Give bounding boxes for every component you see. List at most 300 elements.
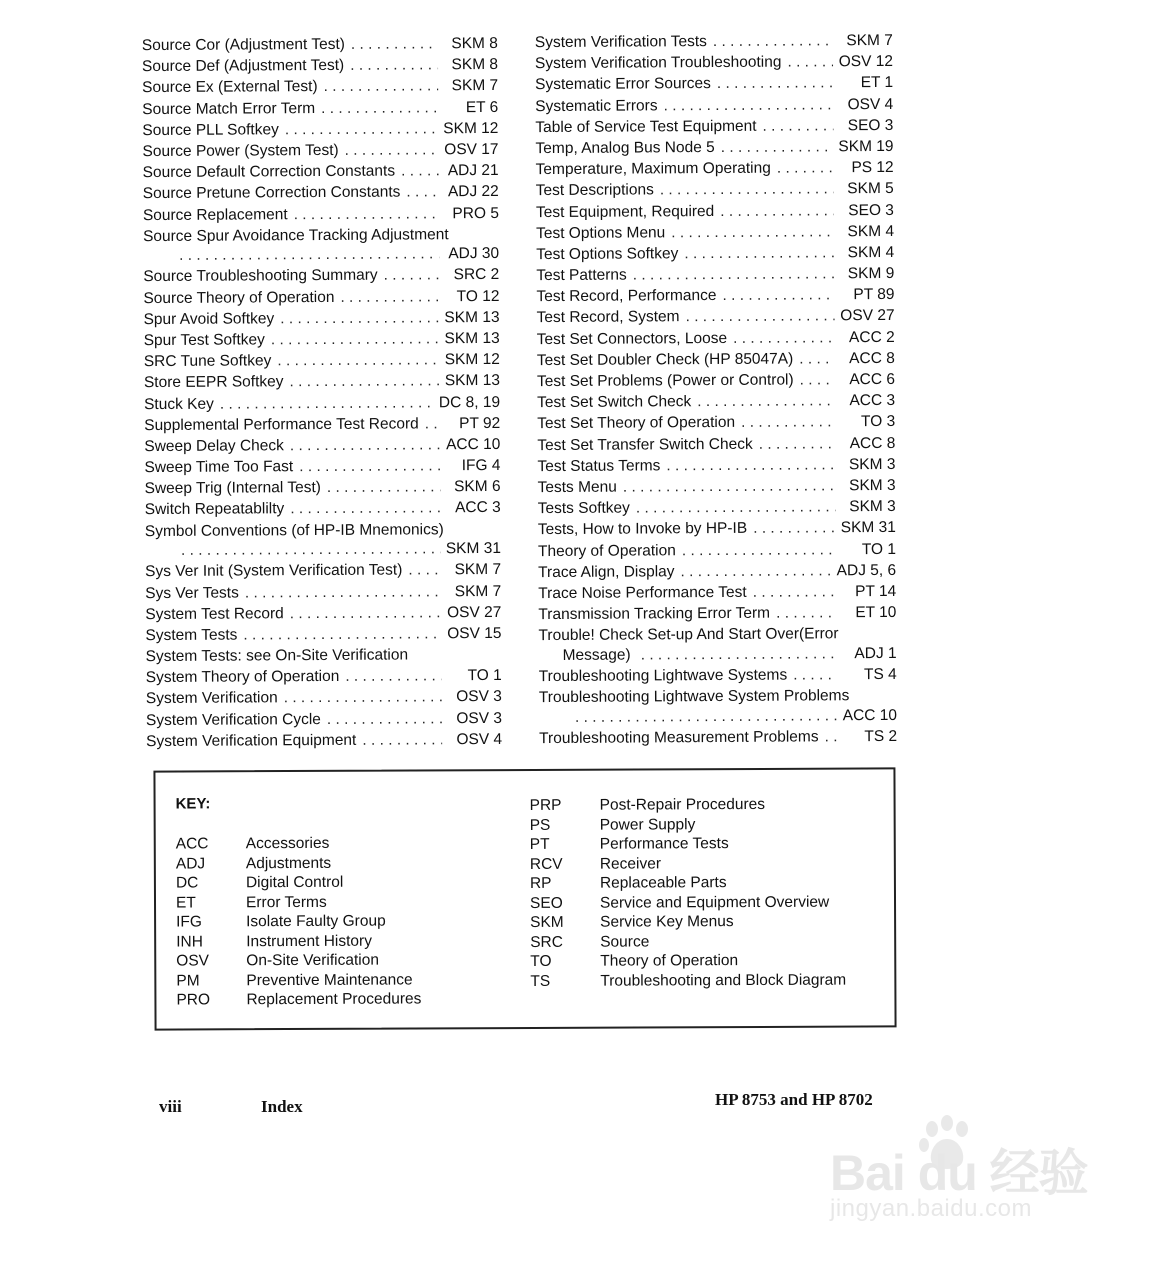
entry-page-ref: OSV 27 [447, 603, 502, 621]
entry-page-ref: TO 1 [861, 540, 897, 558]
entry-page-ref: SEO 3 [847, 116, 894, 134]
key-abbreviation: PRP [529, 796, 562, 814]
entry-page-ref: ACC 8 [849, 434, 896, 452]
entry-label: System Test Record [145, 604, 284, 623]
entry-label: Source PLL Softkey [142, 121, 279, 139]
dot-leader [824, 726, 837, 747]
key-abbreviation: INH [176, 932, 203, 951]
index-entry [538, 581, 896, 604]
entry-label: Sys Ver Init (System Verification Test) [145, 561, 403, 581]
watermark-url: jingyan.baidu.com [830, 1195, 1032, 1222]
key-abbreviation: OSV [176, 952, 210, 970]
entry-label: Test Set Transfer Switch Check [537, 435, 753, 454]
key-title: KEY: [175, 795, 211, 813]
key-row [530, 815, 846, 836]
entry-label: Spur Avoid Softkey [143, 310, 275, 328]
entry-label: Troubleshooting Lightwave Systems [538, 666, 788, 686]
entry-label: Source Def (Adjustment Test) [141, 57, 345, 76]
entry-page-ref: SKM 3 [849, 498, 896, 516]
key-row [530, 796, 846, 817]
index-entry [536, 221, 894, 244]
entry-page-ref: SKM 4 [847, 243, 895, 262]
index-entry [144, 349, 500, 372]
entry-label: Troubleshooting Measurement Problems [539, 728, 819, 747]
dot-leader [327, 477, 441, 499]
key-abbreviation: RCV [529, 855, 563, 873]
entry-label: Sweep Trig (Internal Test) [144, 479, 321, 498]
entry-page-ref: SKM 31 [445, 540, 502, 558]
entry-page-ref: SKM 13 [444, 372, 500, 390]
entry-label: Troubleshooting Lightwave System Problems [538, 687, 850, 707]
key-abbreviation: SRC [530, 933, 563, 951]
key-abbreviation: PRO [176, 991, 211, 1009]
key-meaning: Performance Tests [599, 835, 729, 853]
key-meaning: Adjustments [245, 854, 332, 872]
key-row [530, 874, 846, 895]
key-meaning: Replaceable Parts [599, 874, 727, 892]
entry-label: SRC Tune Softkey [143, 352, 272, 371]
dot-leader [408, 560, 441, 581]
index-entry [146, 729, 502, 752]
entry-page-ref: SKM 3 [849, 476, 896, 495]
entry-label: Test Descriptions [535, 181, 654, 200]
entry-label: Store EEPR Softkey [143, 373, 284, 392]
entry-page-ref: OSV 15 [447, 624, 502, 643]
index-column-right [535, 30, 897, 749]
key-row [176, 932, 421, 953]
key-meaning: Error Terms [245, 893, 327, 911]
key-meaning: Theory of Operation [600, 952, 739, 970]
index-entry [536, 199, 894, 222]
entry-page-ref: SKM 7 [454, 561, 502, 579]
dot-leader [277, 349, 440, 371]
key-meaning: Instrument History [246, 932, 372, 950]
entry-page-ref: SKM 7 [451, 77, 499, 95]
entry-label: Source Match Error Term [142, 99, 316, 118]
entry-page-ref: OSV 27 [840, 307, 895, 325]
index-entry [145, 519, 501, 562]
index-entry [146, 644, 502, 667]
dot-leader [327, 708, 442, 730]
entry-label: System Tests [145, 626, 238, 644]
entry-page-ref: SKM 8 [451, 56, 499, 74]
index-entry [145, 580, 501, 603]
entry-label: Test Set Switch Check [537, 393, 692, 412]
dot-leader [181, 538, 441, 561]
index-entry [145, 623, 501, 646]
entry-label: System Verification Tests [534, 33, 707, 52]
entry-label: Source Power (System Test) [142, 141, 339, 161]
entry-page-ref: ACC 3 [455, 499, 501, 517]
index-entry [142, 75, 498, 98]
index-entry [536, 284, 894, 307]
index-entry [537, 348, 895, 371]
key-meaning: Troubleshooting and Block Diagram [600, 971, 847, 990]
dot-leader [787, 51, 833, 72]
index-entry [536, 178, 894, 201]
index-entry [142, 33, 498, 56]
entry-label: Test Set Connectors, Loose [536, 329, 728, 348]
index-entry [145, 559, 501, 582]
key-abbreviation: SKM [530, 913, 564, 931]
dot-leader [280, 307, 439, 329]
index-entry [538, 560, 896, 583]
key-abbreviation: PS [529, 816, 551, 834]
watermark-logo-text: Bai du 经验 [830, 1145, 1088, 1201]
dot-leader [633, 263, 835, 285]
entry-label: Test Status Terms [537, 457, 661, 475]
key-abbreviation: ACC [175, 835, 209, 853]
index-entry [145, 497, 501, 520]
dot-leader [753, 518, 836, 540]
entry-page-ref: PRO 5 [452, 204, 499, 222]
entry-label: Test Options Softkey [536, 245, 679, 263]
entry-page-ref: SKM 12 [443, 119, 499, 138]
entry-page-ref: DC 8, 19 [438, 393, 501, 411]
key-meaning: Post-Repair Procedures [599, 795, 766, 814]
dot-leader [179, 243, 439, 266]
index-entry [145, 602, 501, 625]
entry-label: Theory of Operation [537, 541, 676, 560]
key-abbreviation: IFG [176, 913, 202, 931]
dot-leader [321, 97, 438, 119]
entry-page-ref: TO 12 [456, 287, 500, 305]
dot-leader [345, 666, 442, 688]
entry-page-ref: PT 14 [855, 582, 897, 601]
index-entry [537, 369, 895, 392]
entry-page-ref: ACC 10 [445, 435, 501, 454]
dot-leader [575, 705, 837, 728]
entry-page-ref: ET 10 [855, 603, 897, 622]
entry-label: Sys Ver Tests [145, 584, 239, 602]
key-abbreviation: PM [176, 971, 200, 990]
entry-label: Spur Test Softkey [143, 331, 265, 350]
index-entry [535, 136, 893, 159]
section-name: Index [261, 1097, 303, 1116]
dot-leader [425, 413, 441, 434]
page-number: viii [159, 1097, 182, 1116]
dot-leader [799, 348, 835, 369]
index-entry [146, 686, 502, 709]
entry-page-ref: OSV 17 [444, 140, 499, 159]
dot-leader [753, 581, 837, 603]
entry-page-ref: PT 89 [853, 286, 895, 304]
index-entry [539, 664, 897, 687]
dot-leader [713, 30, 833, 52]
dot-leader [345, 139, 439, 161]
index-entry [144, 413, 500, 436]
dot-leader [623, 475, 836, 498]
dot-leader [666, 454, 835, 476]
key-abbreviation: ADJ [175, 854, 206, 873]
entry-label: System Verification Troubleshooting [534, 53, 782, 73]
index-entry [143, 202, 499, 225]
key-row [530, 971, 846, 992]
dot-leader [401, 160, 439, 181]
dot-leader [636, 496, 836, 518]
key-meaning: On-Site Verification [246, 951, 379, 970]
key-row [530, 932, 846, 953]
dot-leader [324, 76, 439, 98]
key-meaning: Receiver [599, 854, 662, 873]
entry-continuation [539, 705, 897, 728]
key-row [530, 893, 846, 914]
key-abbreviation: TO [530, 952, 552, 970]
entry-page-ref: TO 1 [467, 667, 502, 685]
dot-leader [717, 73, 833, 95]
dot-leader [762, 115, 833, 137]
dot-leader [741, 412, 835, 434]
entry-page-ref: PT 92 [459, 414, 501, 432]
entry-page-ref: OSV 4 [456, 730, 503, 748]
entry-label: Systematic Errors [535, 96, 658, 115]
entry-page-ref: SKM 19 [838, 137, 894, 156]
index-entry [536, 305, 894, 328]
entry-label: Source Default Correction Constants [142, 162, 396, 182]
entry-label: Switch Repeatablilty [144, 500, 285, 519]
dot-leader [290, 498, 441, 520]
entry-page-ref: SRC 2 [453, 266, 500, 284]
index-entry [538, 623, 896, 666]
dot-leader [684, 242, 834, 264]
entry-label: Test Options Menu [535, 223, 666, 242]
index-column-left [142, 33, 502, 752]
entry-label: Stuck Key [144, 395, 214, 413]
index-entry [537, 390, 895, 413]
index-entry [143, 264, 499, 287]
key-abbreviation: SEO [529, 894, 563, 912]
key-meaning: Service Key Menus [600, 913, 734, 931]
key-row [176, 834, 421, 855]
index-entry [143, 224, 499, 267]
index-entry [535, 30, 893, 53]
entry-label: Tests Menu [537, 478, 617, 497]
entry-page-ref: SKM 8 [451, 34, 498, 53]
dot-leader [340, 286, 439, 308]
index-entry [535, 115, 893, 138]
dot-leader [299, 455, 440, 477]
key-meaning: Power Supply [599, 815, 696, 834]
key-meaning: Service and Equipment Overview [599, 893, 830, 912]
entry-page-ref: SKM 9 [847, 264, 895, 283]
entry-label: Symbol Conventions (of HP-IB Mnemonics) [144, 520, 444, 540]
entry-page-ref: SKM 4 [847, 222, 895, 240]
index-entry [538, 475, 896, 498]
key-meaning: Source [600, 932, 650, 951]
entry-label: Source Spur Avoidance Tracking Adjustment [142, 225, 449, 245]
key-row [176, 951, 421, 972]
key-meaning: Isolate Faulty Group [246, 912, 386, 931]
baidu-jingyan-watermark [830, 1133, 1100, 1233]
abbreviation-key-box [153, 767, 896, 1030]
dot-leader [290, 434, 441, 456]
entry-label: System Theory of Operation [145, 668, 340, 687]
entry-label: Trouble! Check Set-up And Start Over(Error [538, 625, 839, 645]
dot-leader [776, 602, 836, 624]
key-abbreviation: RP [529, 874, 552, 892]
index-entry [538, 496, 896, 519]
index-entry [537, 411, 895, 434]
entry-page-ref: SKM 13 [444, 329, 500, 348]
key-row [530, 854, 846, 875]
dot-leader [680, 560, 832, 582]
entry-label: System Verification Equipment [146, 731, 357, 750]
dot-leader [664, 94, 834, 116]
key-meaning: Replacement Procedures [246, 990, 422, 1009]
entry-page-ref: OSV 4 [847, 95, 894, 113]
index-entry [143, 285, 499, 308]
entry-page-ref: ADJ 30 [448, 245, 500, 263]
entry-label: Trace Noise Performance Test [538, 583, 747, 602]
dot-leader [800, 369, 835, 390]
index-entry [144, 328, 500, 351]
entry-label: Test Set Doubler Check (HP 85047A) [536, 350, 794, 369]
dot-leader [722, 285, 834, 307]
index-entry [537, 327, 895, 350]
index-entry [143, 181, 499, 204]
entry-continuation [145, 538, 501, 561]
entry-label: Systematic Error Sources [535, 75, 711, 94]
dot-leader [777, 157, 834, 179]
dot-leader [220, 392, 435, 415]
entry-label: System Tests: see On-Site Verification [145, 646, 409, 666]
dot-leader [720, 200, 834, 222]
index-entry [142, 139, 498, 162]
entry-label: Source Pretune Correction Constants [142, 183, 401, 203]
dot-leader [660, 179, 834, 201]
entry-page-ref: ADJ 22 [447, 183, 499, 201]
dot-leader [243, 623, 441, 645]
entry-label: Source Cor (Adjustment Test) [141, 35, 345, 55]
entry-page-ref: SKM 7 [846, 31, 893, 50]
index-entry [536, 263, 894, 286]
entry-label: Test Record, System [536, 308, 680, 327]
entry-page-ref: OSV 3 [456, 709, 503, 727]
dot-leader [721, 136, 834, 158]
dot-leader [384, 265, 440, 287]
entry-label: Table of Service Test Equipment [535, 117, 757, 136]
index-entry [144, 370, 500, 393]
index-entry [143, 160, 499, 183]
entry-label: Source Ex (External Test) [142, 78, 318, 97]
dot-leader [733, 327, 835, 349]
entry-page-ref: ACC 10 [842, 706, 898, 724]
index-entry [144, 391, 500, 414]
dot-leader [285, 118, 439, 140]
entry-continuation [143, 243, 499, 266]
entry-page-ref: SKM 6 [454, 478, 501, 496]
entry-label: Test Equipment, Required [535, 202, 715, 221]
dot-leader [697, 390, 835, 412]
entry-label: Transmission Tracking Error Term [538, 604, 771, 624]
key-row [530, 952, 846, 973]
manual-title: HP 8753 and HP 8702 [715, 1090, 873, 1109]
entry-continuation [539, 643, 897, 666]
entry-page-ref: TS 2 [864, 727, 898, 745]
key-meaning: Accessories [245, 834, 330, 853]
entry-label: Sweep Time Too Fast [144, 458, 294, 477]
entry-page-ref: SEO 3 [848, 201, 894, 219]
dot-leader [759, 433, 836, 455]
index-entry [142, 54, 498, 77]
entry-label: Test Record, Performance [536, 287, 717, 306]
index-entry [539, 685, 897, 728]
entry-page-ref: ADJ 5, 6 [836, 561, 897, 579]
entry-page-ref: SKM 31 [840, 519, 896, 537]
entry-page-ref: ACC 2 [848, 328, 895, 346]
key-row [176, 854, 421, 875]
entry-label: Source Replacement [142, 205, 288, 224]
index-entry [144, 434, 500, 457]
index-entry [143, 307, 499, 330]
entry-label: System Verification [145, 689, 278, 708]
key-abbreviation: TS [530, 972, 551, 990]
key-abbreviation: PT [529, 835, 550, 853]
entry-label-continued: Message) [562, 646, 631, 664]
entry-page-ref: IFG 4 [461, 456, 501, 475]
entry-label: System Verification Cycle [145, 710, 321, 729]
key-row [176, 990, 421, 1011]
entry-page-ref: ET 1 [860, 74, 894, 92]
index-entry [144, 455, 500, 478]
entry-page-ref: ACC 8 [849, 349, 895, 367]
index-entry [142, 118, 498, 141]
dot-leader [682, 539, 836, 561]
dot-leader [685, 306, 834, 328]
index-entry [142, 96, 498, 119]
entry-page-ref: OSV 12 [838, 53, 894, 71]
entry-page-ref: SKM 3 [848, 455, 896, 473]
index-entry [146, 708, 502, 731]
entry-page-ref: ET 6 [465, 98, 499, 116]
entry-page-ref: ACC 6 [849, 370, 895, 389]
entry-label: Temp, Analog Bus Node 5 [535, 138, 715, 158]
index-entry [539, 726, 897, 749]
key-row [176, 873, 421, 894]
dot-leader [294, 203, 439, 225]
entry-page-ref: PS 12 [851, 159, 894, 177]
key-row [176, 893, 421, 914]
entry-page-ref: SKM 13 [444, 308, 500, 327]
index-entry [535, 51, 893, 74]
dot-leader [362, 729, 442, 751]
entry-label: Sweep Delay Check [144, 437, 284, 455]
entry-label: Test Patterns [536, 266, 627, 285]
dot-leader [350, 54, 438, 76]
key-row [530, 835, 846, 856]
index-entry [535, 93, 893, 116]
dot-leader [351, 33, 438, 55]
key-row [530, 913, 846, 934]
key-list-left [176, 834, 422, 1011]
index-entry [538, 517, 896, 540]
index-entry [538, 602, 896, 625]
dot-leader [284, 687, 442, 709]
key-row [176, 912, 421, 933]
key-meaning: Preventive Maintenance [246, 970, 413, 989]
key-meaning: Digital Control [245, 873, 344, 892]
entry-label: Supplemental Performance Test Record [144, 415, 419, 434]
entry-page-ref: OSV 3 [456, 688, 502, 706]
key-list-right [530, 796, 847, 992]
key-abbreviation: DC [175, 874, 199, 892]
entry-label: Temperature, Maximum Operating [535, 159, 771, 179]
index-entry [537, 454, 895, 477]
entry-page-ref: TS 4 [863, 665, 897, 684]
entry-label: Source Troubleshooting Summary [143, 267, 378, 286]
index-entry [145, 476, 501, 499]
key-abbreviation: ET [175, 893, 196, 912]
